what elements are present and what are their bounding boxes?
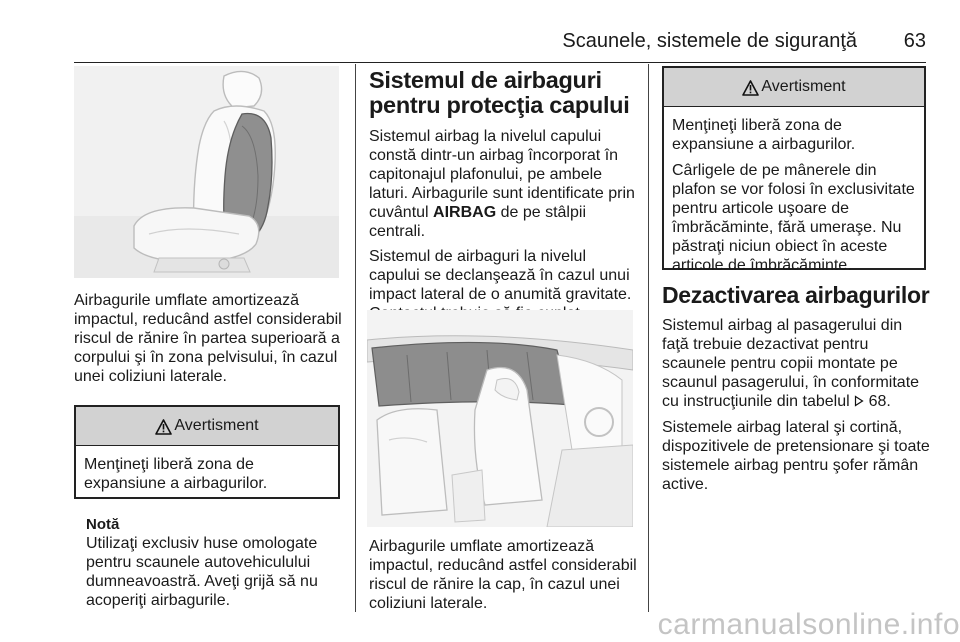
watermark: carmanualsonline.info (657, 608, 960, 641)
curtain-figure-caption: Airbagurile umflate amortizează impactul, reducând astfel considerabil riscul de rănire la cap, în cazul unei coliziuni laterale. (369, 538, 637, 612)
triangle-right-icon (854, 393, 864, 412)
column-divider-1 (355, 64, 356, 612)
note-text: Utilizaţi exclusiv huse omologate pentru scaunele autovehiculului dumneavoastră. Aveţi grijă să nu acoperiţi airbagurile. (86, 535, 318, 609)
warning-text-2: Cârligele de pe mânerele din plafon se vor folosi în exclusivitate pentru articole uşoare de îmbrăcăminte, fără umeraşe. Nu păstraţi niciun obiect în aceste articole de îmbrăcăminte. (672, 162, 915, 274)
page-number: 63 (903, 30, 926, 52)
warning-text-1: Menţineţi liberă zona de expansiune a airbagurilor. (672, 117, 856, 153)
head-airbag-paragraph-1: Sistemul airbag la nivelul capului constă dintr-un airbag încorporat în capitonajul plafonului, pe ambele laturi. Airbagurile sunt identificate prin cuvântul AIRBAG de pe stâlpii centrali. (369, 128, 635, 240)
deactivation-paragraph-1: Sistemul airbag al pasagerului din faţă trebuie dezactivat pentru scaunele pentru copii montate pe scaunul pasagerului, în conformitate cu instrucţiunile din tabelul 68. (662, 317, 920, 410)
section-heading-head-airbags: Sistemul de airbaguri pentru protecţia capului (369, 67, 630, 118)
warning-title: Avertisment (174, 417, 259, 434)
warning-box-1 (74, 405, 340, 499)
head-airbag-paragraph-2: Sistemul de airbaguri la nivelul capului se declanşează în cazul unui impact lateral de o anumită gravitate. (369, 248, 632, 303)
deactivation-paragraph-2: Sistemele airbag lateral şi cortină, dispozitivele de pretensionare şi toate sistemele airbag pentru şofer rămân active. (662, 419, 930, 493)
warning-text: Menţineţi liberă zona de expansiune a airbagurilor. (84, 456, 268, 492)
seat-figure-caption: Airbagurile umflate amortizează impactul, reducând astfel considerabil riscul de rănire în partea superioară a corpului şi în zona pelvisului, în cazul unei coliziuni laterale. (74, 292, 342, 385)
page-reference[interactable]: 68 (868, 393, 887, 410)
header-divider (74, 62, 926, 63)
note-title: Notă (86, 516, 120, 533)
seat-airbag-figure (74, 66, 339, 278)
warning-triangle-icon (155, 419, 172, 435)
warning-box-2 (662, 66, 926, 274)
warning-header (664, 68, 924, 107)
curtain-airbag-figure (367, 310, 633, 527)
warning-header (76, 407, 338, 446)
warning-triangle-icon (742, 80, 759, 96)
page-header-title: Scaunele, sistemele de siguranţă (562, 30, 857, 52)
note-block (86, 515, 340, 616)
airbag-label: AIRBAG (433, 204, 497, 221)
warning-title: Avertisment (761, 78, 846, 95)
section-heading-deactivation: Dezactivarea airbagurilor (662, 282, 930, 308)
column-divider-2 (648, 64, 649, 612)
